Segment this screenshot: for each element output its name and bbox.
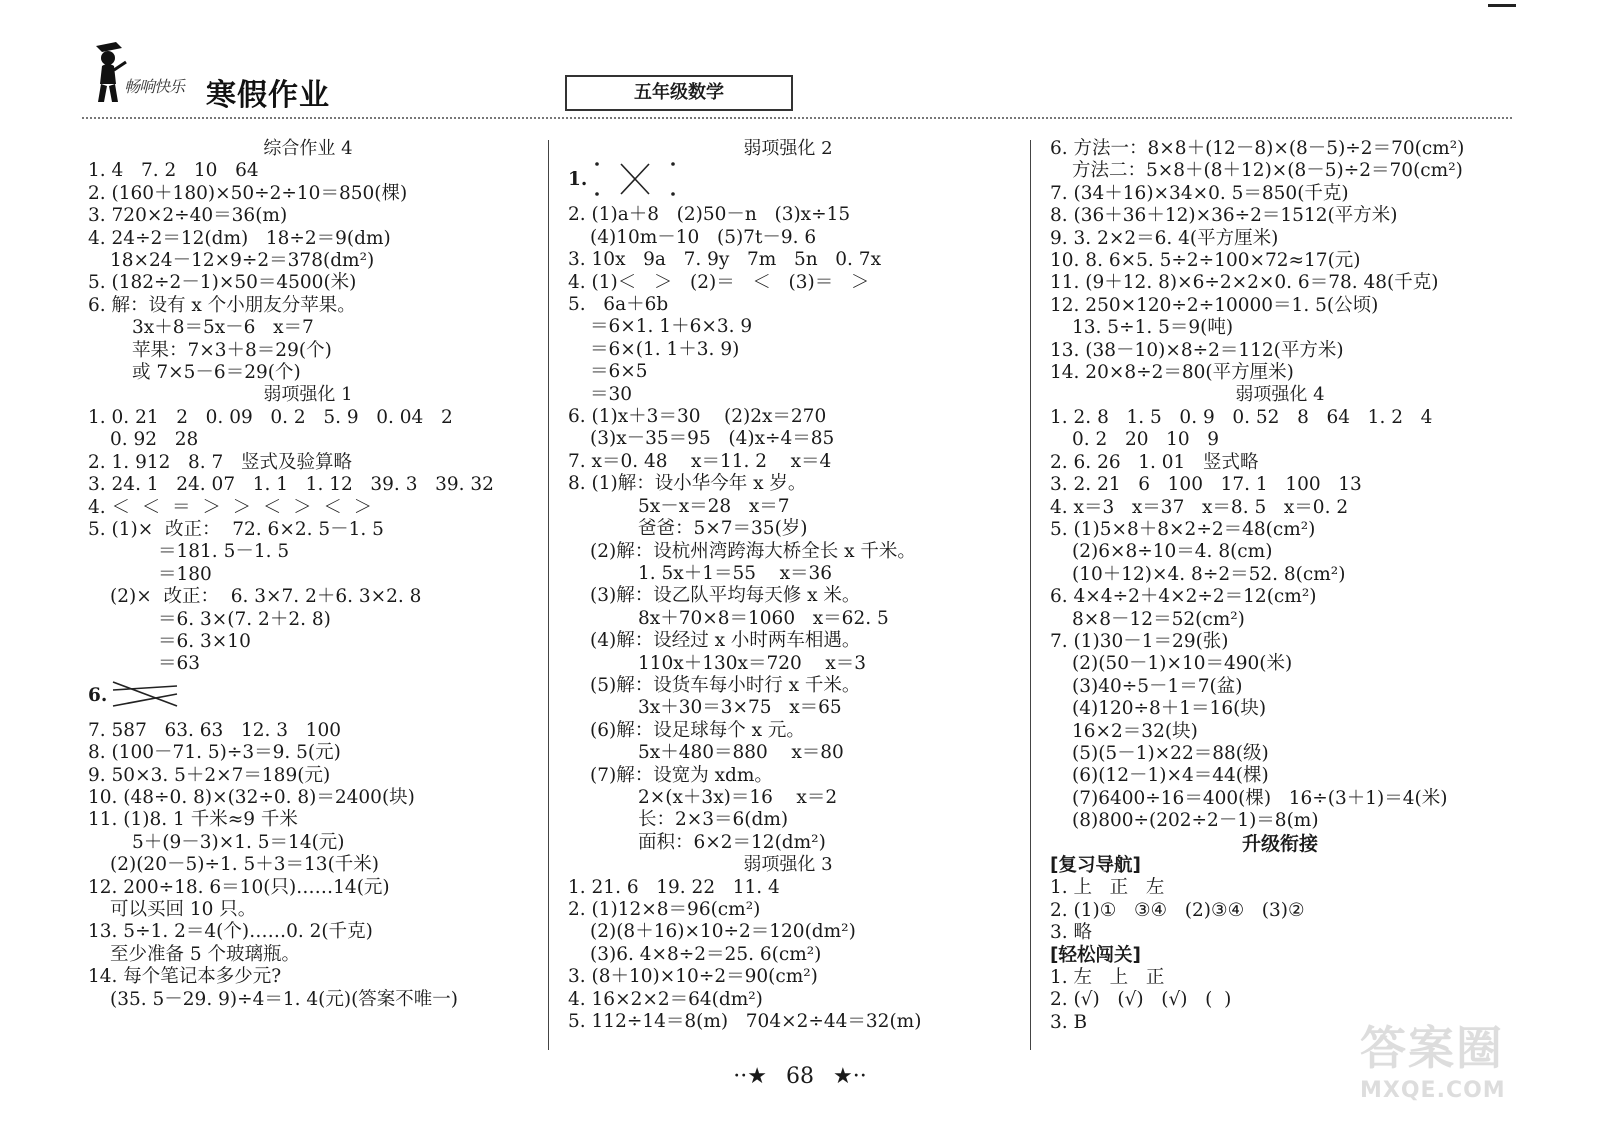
sketch-line — [113, 682, 177, 706]
answer-line: 11. (1)8. 1 千米≈9 千米 — [88, 809, 298, 831]
answer-line: 2. 6. 26 1. 01 竖式略 — [1050, 451, 1259, 473]
section-title: 综合作业 4 — [263, 138, 353, 159]
answer-line: 1. 2. 8 1. 5 0. 9 0. 52 8 64 1. 2 4 — [1050, 406, 1433, 428]
top-mark — [1488, 4, 1516, 7]
answer-line: ＝180 — [158, 563, 212, 585]
answer-line: 3. 10x 9a 7. 9y 7m 5n 0. 7x — [568, 249, 882, 271]
answer-line: 苹果：7×3＋8＝29(个) — [132, 339, 332, 361]
answer-line: 11. (9＋12. 8)×6÷2×2×0. 6＝78. 48(千克) — [1050, 272, 1439, 294]
answer-line: 8. (36＋36＋12)×36÷2＝1512(平方米) — [1050, 205, 1398, 227]
answer-line: (4)10m－10 (5)7t－9. 6 — [590, 226, 817, 248]
answer-line: (6)(12－1)×4＝44(棵) — [1072, 765, 1269, 787]
answer-line: ＝6. 3×(7. 2＋2. 8) — [158, 608, 331, 630]
answer-line: (4)120÷8＋1＝16(块) — [1072, 698, 1267, 720]
answer-line: 18×24－12×9÷2＝378(dm²) — [110, 250, 375, 272]
brand-title: 寒假作业 — [206, 78, 330, 113]
answer-line: 2. (1)① ③④ (2)③④ (3)② — [1050, 899, 1305, 921]
answer-line: (5)(5－1)×22＝88(级) — [1072, 742, 1269, 764]
answer-line: 2×(x＋3x)＝16 x＝2 — [638, 786, 838, 808]
sketch-answer — [568, 160, 1008, 204]
footer-stars-right: ★·· — [833, 1064, 867, 1089]
answer-line: 方法二：5×8＋(8＋12)×(8－5)÷2＝70(cm²) — [1072, 160, 1463, 182]
answer-line: 3. 720×2÷40＝36(m) — [88, 205, 288, 227]
answer-line: (2)(50－1)×10＝490(米) — [1072, 653, 1293, 675]
answer-line: ＝63 — [158, 653, 201, 675]
answer-line: (5)解：设货车每小时行 x 千米。 — [590, 674, 861, 696]
answer-line: (7)6400÷16＝400(棵) 16÷(3＋1)＝4(米) — [1072, 787, 1448, 809]
answer-line: 可以买回 10 只。 — [110, 899, 257, 920]
answer-line: ＝6. 3×10 — [158, 630, 251, 652]
sketch-line — [113, 686, 177, 690]
answer-line: 13. (38－10)×8÷2＝112(平方米) — [1050, 339, 1344, 361]
answer-line: 13. 5÷1. 2＝4(个)……0. 2(千克) — [88, 921, 373, 943]
answer-column-1 — [88, 138, 528, 1011]
answer-line: 5x－x＝28 x＝7 — [638, 495, 790, 517]
answer-line: 3x＋8＝5x－6 x＝7 — [132, 317, 314, 339]
answer-line: 6. 4×4÷2＋4×2÷2＝12(cm²) — [1050, 586, 1317, 608]
answer-line: ＝6×1. 1＋6×3. 9 — [590, 316, 753, 338]
question-number: 6. — [88, 684, 108, 706]
answer-line: 12. 200÷18. 6＝10(只)……14(元) — [88, 876, 390, 898]
answer-line: (10＋12)×4. 8÷2＝52. 8(cm²) — [1072, 563, 1346, 585]
column-divider — [1030, 140, 1031, 1050]
answer-line: 3. 2. 21 6 100 17. 1 100 13 — [1050, 474, 1362, 496]
answer-line: 7. (1)30－1＝29(张) — [1050, 630, 1229, 652]
answer-line: 或 7×5－6＝29(个) — [132, 362, 301, 384]
answer-line: 6. 方法一：8×8＋(12－8)×(8－5)÷2＝70(cm²) — [1050, 138, 1465, 159]
watermark-cn: 答案圈 — [1360, 1021, 1504, 1075]
answer-line: 3. 24. 1 24. 07 1. 1 1. 12 39. 3 39. 32 — [88, 474, 494, 496]
sketch-dot — [672, 193, 676, 197]
section-title: 弱项强化 4 — [1235, 384, 1325, 406]
column-divider — [548, 140, 549, 1050]
answer-line: 面积：6×2＝12(dm²) — [638, 831, 826, 853]
answer-line: 2. (1)a＋8 (2)50－n (3)x÷15 — [568, 204, 851, 226]
answer-line: 5＋(9－3)×1. 5＝14(元) — [132, 831, 345, 853]
section-subtitle: [复习导航] — [1050, 855, 1141, 876]
answer-line: 7. 587 63. 63 12. 3 100 — [88, 719, 341, 741]
answer-line: (2)× 改正： 6. 3×7. 2＋6. 3×2. 8 — [110, 586, 422, 608]
answer-line: 1. 21. 6 19. 22 11. 4 — [568, 876, 780, 898]
answer-line: 16×2＝32(块) — [1072, 720, 1198, 742]
answer-line: 8×8－12＝52(cm²) — [1072, 608, 1245, 630]
answer-line: 8. (100－71. 5)÷3＝9. 5(元) — [88, 742, 341, 764]
answer-line: (3)x－35＝95 (4)x÷4＝85 — [590, 428, 835, 450]
section-subtitle: [轻松闯关] — [1050, 944, 1141, 966]
header-divider — [82, 117, 1512, 119]
answer-line: 爸爸：5×7＝35(岁) — [638, 518, 808, 540]
line-sketch-icon — [107, 676, 197, 716]
section-title: 弱项强化 3 — [743, 854, 833, 876]
answer-line: 5. (1)× 改正： 72. 6×2. 5－1. 5 — [88, 518, 384, 540]
sketch-dot — [596, 193, 600, 197]
question-number: 1. — [568, 169, 588, 191]
answer-line: 3. 略 — [1050, 922, 1093, 944]
answer-line: 7. (34＋16)×34×0. 5＝850(千克) — [1050, 182, 1349, 204]
answer-line: 4. 24÷2＝12(dm) 18÷2＝9(dm) — [88, 227, 391, 249]
answer-line: 4. ＜ ＜ ＝ ＞ ＞ ＜ ＞ ＜ ＞ — [88, 496, 373, 518]
section-title: 弱项强化 1 — [263, 384, 353, 406]
answer-line: 至少准备 5 个玻璃瓶。 — [110, 943, 301, 965]
answer-line: 12. 250×120÷2÷10000＝1. 5(公顷) — [1050, 294, 1379, 316]
answer-line: 5x＋480＝880 x＝80 — [638, 742, 844, 764]
answer-line: 3. B — [1050, 1011, 1088, 1033]
answer-line: (2)(20－5)÷1. 5＋3＝13(千米) — [110, 854, 380, 876]
section-title: 升级衔接 — [1241, 832, 1318, 855]
brand-script: 畅响快乐 — [124, 77, 185, 96]
answer-line: 10. 8. 6×5. 5÷2÷100×72≈17(元) — [1050, 250, 1361, 272]
answer-line: 9. 50×3. 5＋2×7＝189(元) — [88, 764, 331, 786]
answer-line: 1. 5x＋1＝55 x＝36 — [638, 562, 833, 584]
answer-line: 5. (1)5×8＋8×2÷2＝48(cm²) — [1050, 518, 1316, 540]
answer-line: ＝181. 5－1. 5 — [158, 541, 290, 563]
answer-line: 2. 1. 912 8. 7 竖式及验算略 — [88, 451, 352, 473]
student-figure-icon — [88, 40, 128, 106]
answer-line: 长：2×3＝6(dm) — [638, 809, 789, 831]
answer-line: 0. 2 20 10 9 — [1072, 429, 1220, 451]
answer-line: (35. 5－29. 9)÷4＝1. 4(元)(答案不唯一) — [110, 988, 459, 1010]
answer-line: 5. 6a＋6b — [568, 294, 669, 316]
answer-line: (2)6×8÷10＝4. 8(cm) — [1072, 541, 1273, 563]
answer-line: ＝6×5 — [590, 361, 648, 383]
cross-sketch-icon — [587, 160, 677, 200]
answer-line: ＝6×(1. 1＋3. 9) — [590, 338, 740, 360]
answer-line: 1. 0. 21 2 0. 09 0. 2 5. 9 0. 04 2 — [88, 406, 453, 428]
answer-line: (3)40÷5－1＝7(盆) — [1072, 675, 1243, 697]
answer-line: (2)解：设杭州湾跨海大桥全长 x 千米。 — [590, 540, 916, 562]
sketch-dot — [596, 163, 600, 167]
answer-line: 2. (160＋180)×50÷2÷10＝850(棵) — [88, 182, 408, 204]
answer-line: ＝30 — [590, 383, 633, 405]
answer-line: 4. 16×2×2＝64(dm²) — [568, 988, 763, 1010]
answer-line: 10. (48÷0. 8)×(32÷0. 8)＝2400(块) — [88, 786, 415, 808]
answer-line: 2. (√) (√) (√) ( ) — [1050, 989, 1232, 1011]
answer-line: (7)解：设宽为 xdm。 — [590, 764, 773, 786]
sketch-line — [113, 694, 177, 706]
answer-line: 5. 112÷14＝8(m) 704×2÷44＝32(m) — [568, 1011, 922, 1033]
answer-line: 2. (1)12×8＝96(cm²) — [568, 899, 761, 920]
answer-line: 1. 4 7. 2 10 64 — [88, 160, 259, 182]
answer-line: 3. (8＋10)×10÷2＝90(cm²) — [568, 966, 818, 988]
answer-line: 1. 左 上 正 — [1050, 967, 1165, 989]
page-number: 68 — [786, 1064, 814, 1089]
page-header — [0, 0, 1600, 120]
answer-line: (3)6. 4×8÷2＝25. 6(cm²) — [590, 943, 822, 965]
answer-column-2 — [568, 138, 1008, 1033]
section-title: 弱项强化 2 — [743, 138, 833, 159]
answer-line: 14. 每个笔记本多少元? — [88, 966, 282, 988]
answer-column-3 — [1050, 138, 1510, 1034]
brand-logo — [88, 40, 348, 113]
answer-line: (2)(8＋16)×10÷2＝120(dm²) — [590, 921, 856, 943]
answer-line: (3)解：设乙队平均每天修 x 米。 — [590, 585, 861, 607]
footer-stars-left: ··★ — [733, 1064, 767, 1089]
subject-label: 五年级数学 — [565, 75, 793, 111]
watermark-en: MXQE.COM — [1360, 1078, 1506, 1103]
answer-line: (4)解：设经过 x 小时两车相遇。 — [590, 630, 861, 652]
answer-line: 4. (1)＜ ＞ (2)＝ ＜ (3)＝ ＞ — [568, 271, 870, 293]
answer-line: 7. x＝0. 48 x＝11. 2 x＝4 — [568, 450, 832, 472]
answer-line: 4. x＝3 x＝37 x＝8. 5 x＝0. 2 — [1050, 496, 1349, 518]
answer-line: (8)800÷(202÷2－1)＝8(m) — [1072, 810, 1319, 832]
answer-line: 8x＋70×8＝1060 x＝62. 5 — [638, 607, 889, 629]
answer-line: 1. 上 正 左 — [1050, 877, 1165, 899]
answer-line: 110x＋130x＝720 x＝3 — [638, 652, 867, 674]
answer-line: 6. 解：设有 x 个小朋友分苹果。 — [88, 294, 356, 316]
answer-line: 8. (1)解：设小华今年 x 岁。 — [568, 473, 807, 495]
answer-line: 13. 5÷1. 5＝9(吨) — [1072, 317, 1234, 339]
sketch-dot — [672, 163, 676, 167]
answer-line: 5. (182÷2－1)×50＝4500(米) — [88, 272, 357, 294]
watermark — [1360, 1012, 1560, 1103]
answer-line: (6)解：设足球每个 x 元。 — [590, 719, 805, 741]
answer-line: 14. 20×8÷2＝80(平方厘米) — [1050, 362, 1294, 384]
answer-line: 3x＋30＝3×75 x＝65 — [638, 697, 842, 719]
answer-line: 6. (1)x＋3＝30 (2)2x＝270 — [568, 406, 827, 428]
answer-line: 0. 92 28 — [110, 429, 199, 451]
sketch-answer — [88, 676, 528, 720]
answer-line: 9. 3. 2×2＝6. 4(平方厘米) — [1050, 227, 1279, 249]
